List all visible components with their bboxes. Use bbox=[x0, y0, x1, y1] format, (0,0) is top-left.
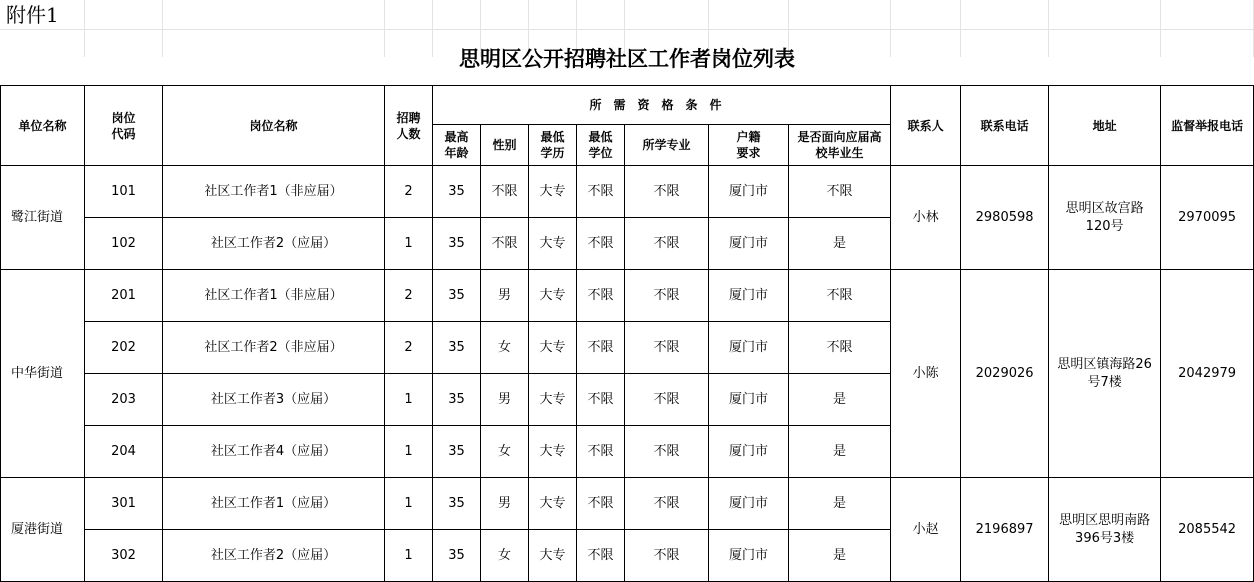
post-gender: 女 bbox=[481, 322, 529, 374]
post-count: 2 bbox=[385, 270, 433, 322]
table-row bbox=[1, 478, 1254, 530]
post-gender: 女 bbox=[481, 426, 529, 478]
unit-report-phone: 2042979 bbox=[1161, 270, 1254, 478]
post-gender: 男 bbox=[481, 270, 529, 322]
post-degree: 不限 bbox=[577, 322, 625, 374]
header-gender: 性别 bbox=[481, 125, 529, 166]
post-code: 301 bbox=[85, 478, 163, 530]
post-degree: 不限 bbox=[577, 426, 625, 478]
positions-table bbox=[0, 85, 1254, 582]
post-graduate: 是 bbox=[789, 426, 891, 478]
header-report-phone: 监督举报电话 bbox=[1161, 86, 1254, 166]
post-degree: 不限 bbox=[577, 478, 625, 530]
post-major: 不限 bbox=[625, 166, 709, 218]
post-count: 2 bbox=[385, 322, 433, 374]
unit-report-phone: 2085542 bbox=[1161, 478, 1254, 582]
post-age: 35 bbox=[433, 478, 481, 530]
post-major: 不限 bbox=[625, 218, 709, 270]
post-code: 201 bbox=[85, 270, 163, 322]
post-code: 101 bbox=[85, 166, 163, 218]
post-code: 203 bbox=[85, 374, 163, 426]
post-major: 不限 bbox=[625, 426, 709, 478]
post-age: 35 bbox=[433, 374, 481, 426]
post-name: 社区工作者4（应届） bbox=[163, 426, 385, 478]
post-hukou: 厦门市 bbox=[709, 322, 789, 374]
header-post-code: 岗位代码 bbox=[85, 86, 163, 166]
post-age: 35 bbox=[433, 270, 481, 322]
unit-phone: 2196897 bbox=[961, 478, 1049, 582]
post-age: 35 bbox=[433, 166, 481, 218]
unit-address: 思明区思明南路396号3楼 bbox=[1049, 478, 1161, 582]
post-name: 社区工作者2（非应届） bbox=[163, 322, 385, 374]
post-major: 不限 bbox=[625, 374, 709, 426]
post-count: 2 bbox=[385, 166, 433, 218]
post-graduate: 是 bbox=[789, 374, 891, 426]
post-degree: 不限 bbox=[577, 166, 625, 218]
header-min-edu: 最低学历 bbox=[529, 125, 577, 166]
post-code: 302 bbox=[85, 530, 163, 582]
unit-phone: 2029026 bbox=[961, 270, 1049, 478]
post-major: 不限 bbox=[625, 270, 709, 322]
post-major: 不限 bbox=[625, 530, 709, 582]
header-post-name: 岗位名称 bbox=[163, 86, 385, 166]
table-row bbox=[1, 166, 1254, 218]
post-count: 1 bbox=[385, 530, 433, 582]
header-unit: 单位名称 bbox=[1, 86, 85, 166]
post-hukou: 厦门市 bbox=[709, 374, 789, 426]
unit-contact: 小赵 bbox=[891, 478, 961, 582]
header-min-degree: 最低学位 bbox=[577, 125, 625, 166]
post-count: 1 bbox=[385, 478, 433, 530]
post-hukou: 厦门市 bbox=[709, 270, 789, 322]
post-degree: 不限 bbox=[577, 530, 625, 582]
header-major: 所学专业 bbox=[625, 125, 709, 166]
unit-phone: 2980598 bbox=[961, 166, 1049, 270]
header-phone: 联系电话 bbox=[961, 86, 1049, 166]
post-graduate: 不限 bbox=[789, 270, 891, 322]
post-age: 35 bbox=[433, 426, 481, 478]
post-edu: 大专 bbox=[529, 218, 577, 270]
post-gender: 男 bbox=[481, 478, 529, 530]
post-gender: 男 bbox=[481, 374, 529, 426]
header-contact: 联系人 bbox=[891, 86, 961, 166]
post-code: 102 bbox=[85, 218, 163, 270]
post-degree: 不限 bbox=[577, 218, 625, 270]
post-gender: 女 bbox=[481, 530, 529, 582]
header-requirements: 所需资格条件 bbox=[433, 86, 891, 125]
post-code: 204 bbox=[85, 426, 163, 478]
post-degree: 不限 bbox=[577, 270, 625, 322]
post-age: 35 bbox=[433, 218, 481, 270]
post-gender: 不限 bbox=[481, 218, 529, 270]
post-graduate: 是 bbox=[789, 478, 891, 530]
header-max-age: 最高年龄 bbox=[433, 125, 481, 166]
unit-name: 厦港街道 bbox=[1, 478, 85, 582]
post-hukou: 厦门市 bbox=[709, 478, 789, 530]
unit-report-phone: 2970095 bbox=[1161, 166, 1254, 270]
post-edu: 大专 bbox=[529, 530, 577, 582]
unit-contact: 小陈 bbox=[891, 270, 961, 478]
header-count: 招聘人数 bbox=[385, 86, 433, 166]
attachment-label: 附件1 bbox=[6, 3, 59, 27]
post-degree: 不限 bbox=[577, 374, 625, 426]
post-name: 社区工作者1（应届） bbox=[163, 478, 385, 530]
post-graduate: 是 bbox=[789, 530, 891, 582]
post-name: 社区工作者2（应届） bbox=[163, 218, 385, 270]
post-edu: 大专 bbox=[529, 322, 577, 374]
header-graduate: 是否面向应届高校毕业生 bbox=[789, 125, 891, 166]
post-name: 社区工作者2（应届） bbox=[163, 530, 385, 582]
post-major: 不限 bbox=[625, 322, 709, 374]
post-name: 社区工作者1（非应届） bbox=[163, 166, 385, 218]
post-edu: 大专 bbox=[529, 426, 577, 478]
post-edu: 大专 bbox=[529, 270, 577, 322]
post-age: 35 bbox=[433, 322, 481, 374]
post-edu: 大专 bbox=[529, 166, 577, 218]
post-hukou: 厦门市 bbox=[709, 426, 789, 478]
unit-contact: 小林 bbox=[891, 166, 961, 270]
post-graduate: 不限 bbox=[789, 322, 891, 374]
post-graduate: 不限 bbox=[789, 166, 891, 218]
post-hukou: 厦门市 bbox=[709, 530, 789, 582]
header-address: 地址 bbox=[1049, 86, 1161, 166]
post-hukou: 厦门市 bbox=[709, 218, 789, 270]
post-hukou: 厦门市 bbox=[709, 166, 789, 218]
post-edu: 大专 bbox=[529, 478, 577, 530]
header-hukou: 户籍要求 bbox=[709, 125, 789, 166]
post-graduate: 是 bbox=[789, 218, 891, 270]
unit-address: 思明区镇海路26号7楼 bbox=[1049, 270, 1161, 478]
post-gender: 不限 bbox=[481, 166, 529, 218]
unit-name: 中华街道 bbox=[1, 270, 85, 478]
post-code: 202 bbox=[85, 322, 163, 374]
unit-name: 鹭江街道 bbox=[1, 166, 85, 270]
post-major: 不限 bbox=[625, 478, 709, 530]
post-name: 社区工作者1（非应届） bbox=[163, 270, 385, 322]
unit-address: 思明区故宫路120号 bbox=[1049, 166, 1161, 270]
page-title: 思明区公开招聘社区工作者岗位列表 bbox=[459, 46, 795, 71]
table-row bbox=[1, 270, 1254, 322]
post-count: 1 bbox=[385, 218, 433, 270]
post-age: 35 bbox=[433, 530, 481, 582]
post-count: 1 bbox=[385, 426, 433, 478]
post-edu: 大专 bbox=[529, 374, 577, 426]
post-name: 社区工作者3（应届） bbox=[163, 374, 385, 426]
post-count: 1 bbox=[385, 374, 433, 426]
